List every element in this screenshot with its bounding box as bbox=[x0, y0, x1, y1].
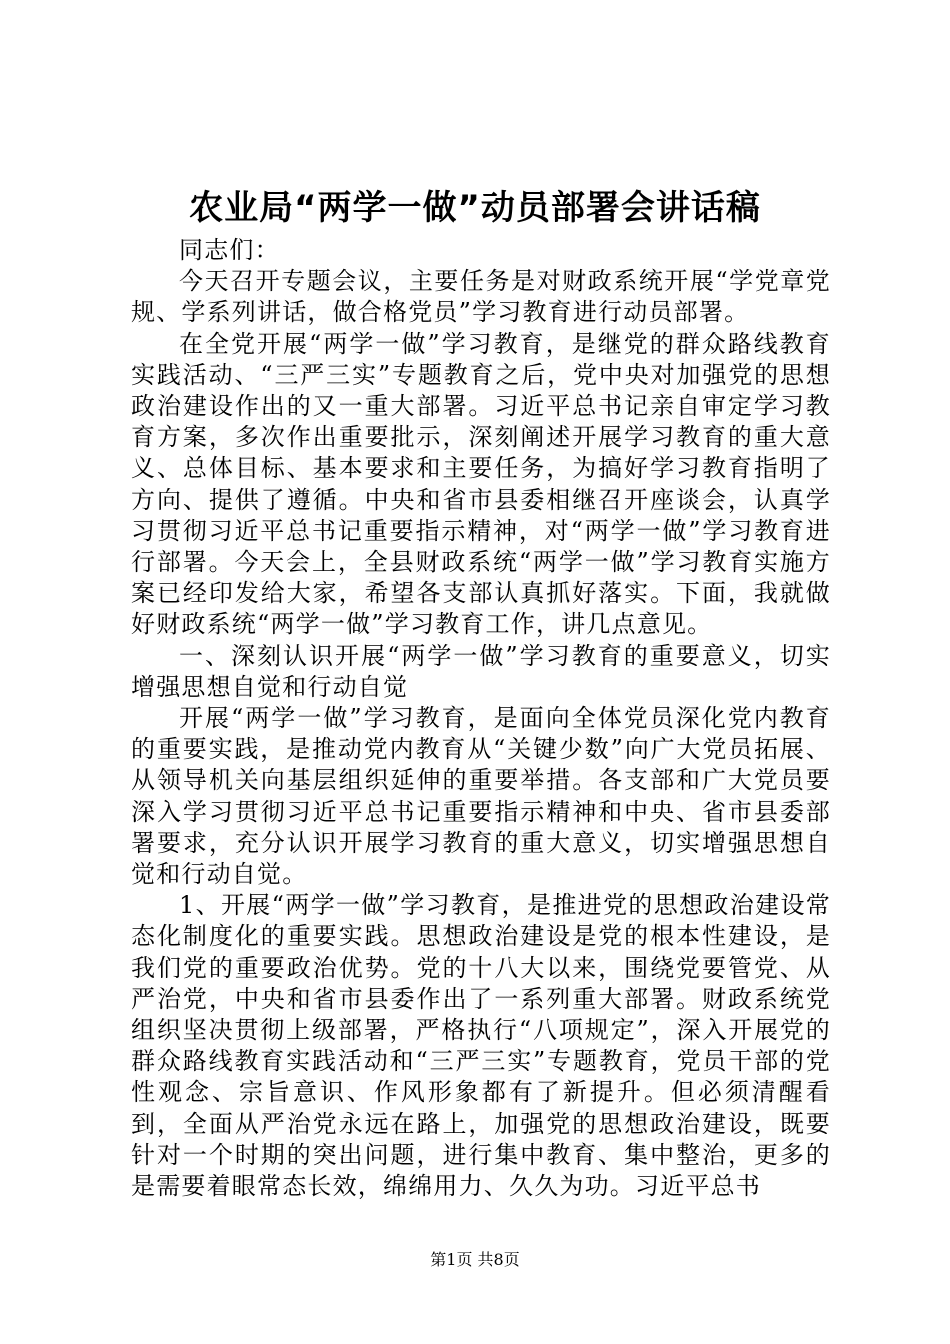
document-title: 农业局“两学一做”动员部署会讲话稿 bbox=[189, 188, 761, 228]
numbered-paragraph: 1、开展“两学一做”学习教育，是推进党的思想政治建设常态化制度化的重要实践。思想政治建设是党的根本性建设，是我们党的重要政治优势。党的十八大以来，围绕党要管党、从严治党，中央和省市县委作出了一系列重大部署。财政系统党组织坚决贯彻上级部署，严格执行“八项规定”，深入开展党的群众路线教育实践活动和“三严三实”专题教育，党员干部的党性观念、宗旨意识、作风形象都有了新提升。但必须清醒看到，全面从严治党永远在路上，加强党的思想政治建设，既要针对一个时期的突出问题，进行集中教育、集中整治，更多的是需要着眼常态长效，绵绵用力、久久为功。习近平总书 bbox=[131, 891, 831, 1201]
body-paragraph: 今天召开专题会议，主要任务是对财政系统开展“学党章党规、学系列讲话，做合格党员”学习教育进行动员部署。 bbox=[131, 267, 831, 327]
body-paragraph: 在全党开展“两学一做”学习教育，是继党的群众路线教育实践活动、“三严三实”专题教育之后，党中央对加强党的思想政治建设作出的又一重大部署。习近平总书记亲自审定学习教育方案，多次作出重要批示，深刻阐述开展学习教育的重大意义、总体目标、基本要求和主要任务，为搞好学习教育指明了方向、提供了遵循。中央和省市县委相继召开座谈会，认真学习贯彻习近平总书记重要指示精神，对“两学一做”学习教育进行部署。今天会上，全县财政系统“两学一做”学习教育实施方案已经印发给大家，希望各支部认真抓好落实。下面，我就做好财政系统“两学一做”学习教育工作，讲几点意见。 bbox=[131, 329, 831, 639]
salutation-paragraph: 同志们： bbox=[179, 236, 280, 264]
section-heading-paragraph: 一、深刻认识开展“两学一做”学习教育的重要意义，切实增强思想自觉和行动自觉 bbox=[131, 641, 831, 701]
page-footer: 第1页 共8页 bbox=[430, 1250, 520, 1269]
document-body bbox=[131, 235, 831, 1202]
body-paragraph: 开展“两学一做”学习教育，是面向全体党员深化党内教育的重要实践，是推动党内教育从“关键少数”向广大党员拓展、从领导机关向基层组织延伸的重要举措。各支部和广大党员要深入学习贯彻习近平总书记重要指示精神和中央、省市县委部署要求，充分认识开展学习教育的重大意义，切实增强思想自觉和行动自觉。 bbox=[131, 704, 831, 889]
